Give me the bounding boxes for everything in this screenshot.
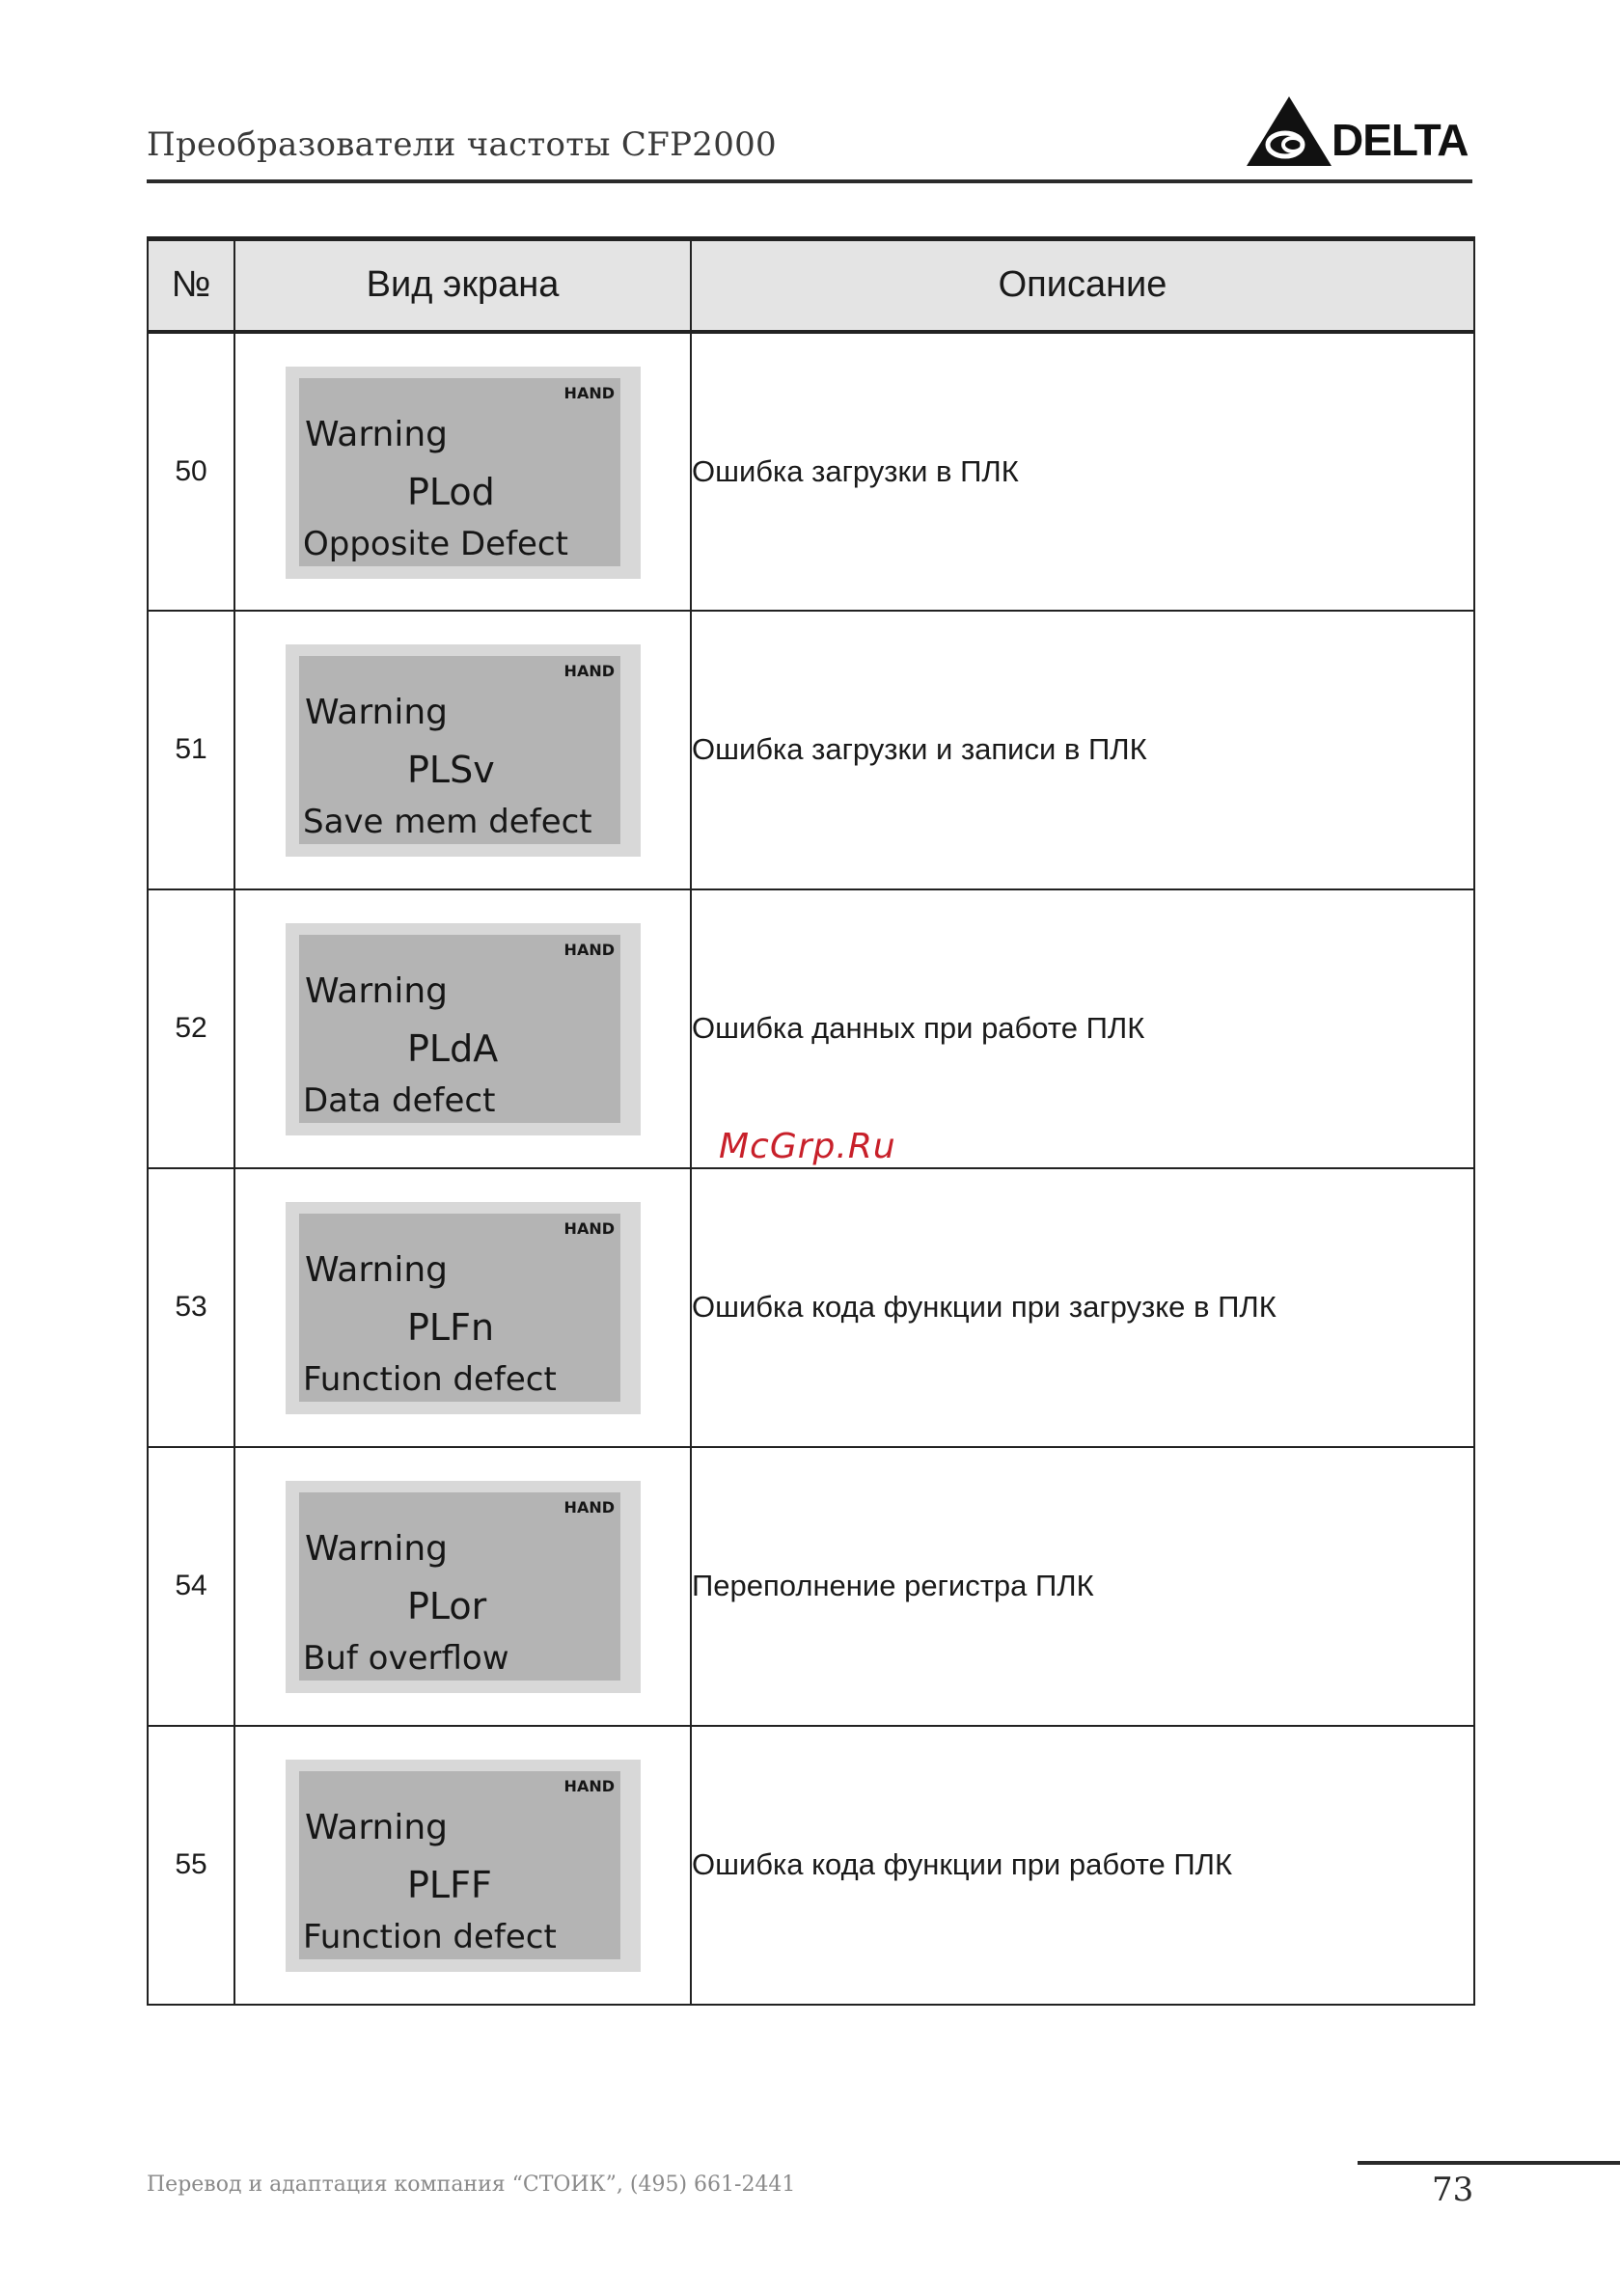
delta-logo <box>1247 95 1474 168</box>
lcd-line-detail: Save mem defect <box>303 802 592 841</box>
lcd-line-detail: Data defect <box>303 1080 496 1120</box>
lcd-display <box>299 1771 620 1959</box>
lcd-warning-code: PLod <box>407 470 495 513</box>
lcd-line-warning: Warning <box>305 1807 449 1847</box>
column-header-description: Описание <box>691 239 1474 332</box>
lcd-display <box>299 935 620 1123</box>
description-cell: Ошибка загрузки в ПЛК <box>691 332 1474 611</box>
lcd-line-warning: Warning <box>305 970 449 1011</box>
lcd-mode-label: HAND <box>563 1218 615 1238</box>
screen-cell <box>234 1726 691 2005</box>
row-number: 53 <box>148 1168 234 1447</box>
table-row <box>148 611 1474 889</box>
row-number: 51 <box>148 611 234 889</box>
screen-cell <box>234 1168 691 1447</box>
lcd-mode-label: HAND <box>563 661 615 680</box>
lcd-frame <box>286 644 641 857</box>
screen-cell <box>234 889 691 1168</box>
lcd-mode-label: HAND <box>563 1776 615 1795</box>
lcd-warning-code: PLSv <box>407 748 495 791</box>
row-number: 50 <box>148 332 234 611</box>
lcd-frame <box>286 1760 641 1972</box>
lcd-warning-code: PLdA <box>407 1026 499 1070</box>
table-row <box>148 1447 1474 1726</box>
lcd-frame <box>286 367 641 579</box>
lcd-warning-code: PLFn <box>407 1305 495 1349</box>
lcd-frame <box>286 923 641 1135</box>
table-row <box>148 1726 1474 2005</box>
lcd-line-warning: Warning <box>305 1528 449 1569</box>
screen-cell <box>234 332 691 611</box>
watermark-link[interactable]: McGrp.Ru <box>719 1127 896 1166</box>
description-cell: Ошибка данных при работе ПЛК <box>691 889 1474 1168</box>
screen-cell <box>234 611 691 889</box>
page-number: 73 <box>1432 2171 1474 2209</box>
column-header-number: № <box>148 239 234 332</box>
row-number: 55 <box>148 1726 234 2005</box>
lcd-display <box>299 1492 620 1681</box>
table-header-row <box>148 239 1474 332</box>
lcd-line-detail: Function defect <box>303 1917 557 1956</box>
lcd-line-detail: Function defect <box>303 1359 557 1399</box>
lcd-warning-code: PLFF <box>407 1863 492 1906</box>
description-cell: Переполнение регистра ПЛК <box>691 1447 1474 1726</box>
table-row <box>148 332 1474 611</box>
header-divider <box>147 179 1472 183</box>
lcd-frame <box>286 1202 641 1414</box>
warnings-table <box>147 236 1475 2006</box>
lcd-mode-label: HAND <box>563 383 615 402</box>
table-row <box>148 1168 1474 1447</box>
lcd-display <box>299 378 620 566</box>
row-number: 52 <box>148 889 234 1168</box>
lcd-mode-label: HAND <box>563 1497 615 1517</box>
delta-triangle-icon <box>1247 95 1333 168</box>
lcd-display <box>299 1214 620 1402</box>
lcd-warning-code: PLor <box>407 1584 487 1627</box>
lcd-line-warning: Warning <box>305 692 449 732</box>
description-cell: Ошибка кода функции при загрузке в ПЛК <box>691 1168 1474 1447</box>
row-number: 54 <box>148 1447 234 1726</box>
description-cell: Ошибка кода функции при работе ПЛК <box>691 1726 1474 2005</box>
lcd-line-detail: Buf overflow <box>303 1638 509 1678</box>
lcd-display <box>299 656 620 844</box>
logo-text: DELTA <box>1332 115 1469 165</box>
description-cell: Ошибка загрузки и записи в ПЛК <box>691 611 1474 889</box>
lcd-mode-label: HAND <box>563 940 615 959</box>
page-header-title: Преобразователи частоты CFP2000 <box>147 125 777 164</box>
footer-divider <box>1358 2161 1620 2165</box>
footer-credit: Перевод и адаптация компания “СТОИК”, (495) 661-2441 <box>147 2173 796 2197</box>
lcd-line-warning: Warning <box>305 414 449 454</box>
lcd-line-warning: Warning <box>305 1249 449 1290</box>
lcd-line-detail: Opposite Defect <box>303 524 568 563</box>
screen-cell <box>234 1447 691 1726</box>
column-header-screen: Вид экрана <box>234 239 691 332</box>
lcd-frame <box>286 1481 641 1693</box>
